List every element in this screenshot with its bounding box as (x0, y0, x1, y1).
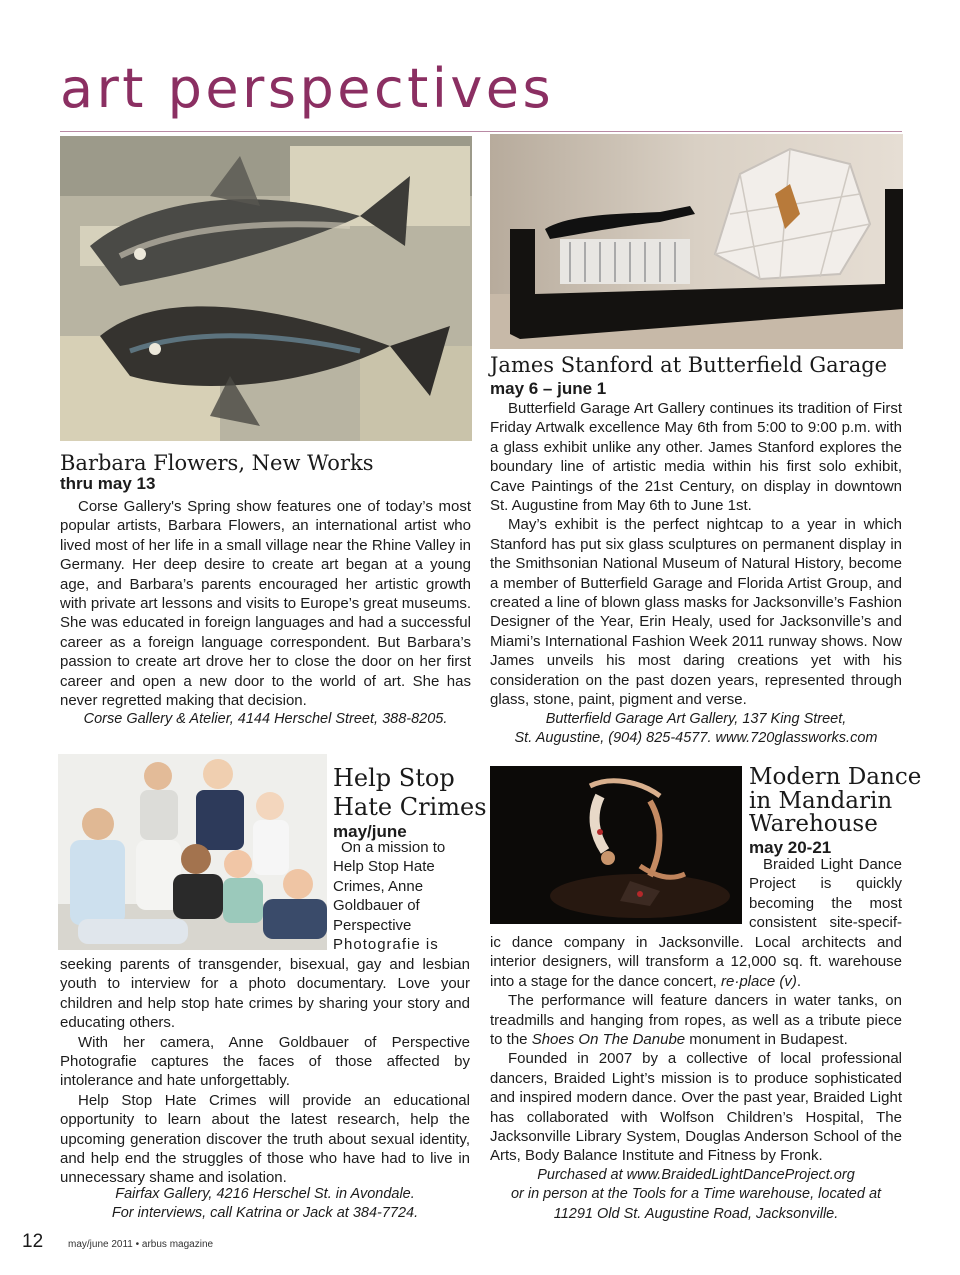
hate-intro-rest: seeking parents of transgender, bisexual, gay and lesbian youth to interview for a photo documentary. Love your children and help stop hate crimes by sharing your story and educating others. (60, 956, 470, 1032)
section-title: art perspectives (60, 57, 555, 120)
dance-intro (749, 855, 902, 933)
barbara-date: thru may 13 (60, 474, 156, 493)
dance-intro-rest: ic dance company in Jacksonville. Local architects and interior designers, will transform a 12,000 sq. ft. warehouse into a stage for the dance concert, re·place (v). (490, 934, 902, 990)
dance-credit-line-2: or in person at the Tools for a Time warehouse, located at (510, 1186, 882, 1203)
group-photo-image (58, 754, 327, 950)
hate-paragraph-3: Help Stop Hate Crimes will provide an educational opportunity to learn about the latest research, help the upcoming generation discover the truth about sexual identity, and help end the struggles of those who have had to live in unnecessary shame and isolation. (60, 1091, 470, 1187)
dance-intro-line: becoming the most (749, 894, 902, 912)
dance-date: may 20-21 (749, 838, 832, 857)
danube-italic: Shoes On The Danube (531, 1031, 686, 1049)
glass-sculpture-image (490, 134, 903, 349)
hate-credit-line-2: For interviews, call Katrina or Jack at 384-7724. (111, 1205, 419, 1222)
barbara-credit: Corse Gallery & Atelier, 4144 Herschel Street, 388-8205. (83, 711, 448, 727)
james-title: James Stanford at Butterfield Garage (490, 353, 888, 377)
james-credit (490, 710, 902, 749)
dance-paragraph-3: Founded in 2007 by a collective of local professional dancers, Braided Light’s mission is to produce sophisticated and inspired modern dance. Over the past year, Braided Light has collaborated with Wolfson Children’s Hospital, The Jacksonville Library System, Douglas Anderson School of the Arts, Body Balance Institute and Fitness by Fronk. (490, 1050, 902, 1165)
hate-title-line-2: Hate Crimes (333, 793, 487, 821)
james-paragraph-1: Butterfield Garage Art Gallery continues its tradition of First Friday Artwalk excellence May 6th from 5:00 to 9:00 p.m. with a glass exhibit unlike any other. James Stanford explores the boundary line of artistic media within his first solo exhibit, Cave Paintings of the 21st Century, on display in downtown St. Augustine from May 6th to June 1st. (490, 400, 902, 515)
page-number: 12 (22, 1231, 44, 1252)
dance-intro-line: consistent site-specif- (749, 914, 902, 932)
dance-credit-line-3: 11291 Old St. Augustine Road, Jacksonville. (553, 1205, 839, 1222)
hate-title-line-1: Help Stop (333, 764, 455, 792)
james-body (490, 399, 902, 710)
hate-intro-line: Goldbauer of (333, 897, 420, 915)
dance-body (490, 933, 902, 1166)
dance-credit-line-1: Purchased at www.BraidedLightDanceProject.org (537, 1167, 855, 1183)
dance-credit (490, 1166, 902, 1224)
dance-paragraph-2: The performance will feature dancers in water tanks, on treadmills and hanging from ropes, as well as a tribute piece to the Shoes On The Danube monument in Budapest. (490, 992, 902, 1049)
title-rule (60, 131, 902, 132)
dance-title (749, 766, 921, 837)
hate-intro-line: Perspective (333, 916, 412, 934)
dance-title-line-1: Modern Dance (749, 764, 922, 790)
james-credit-line-2: St. Augustine, (904) 825-4577. www.720glassworks.com (514, 730, 878, 747)
hate-body (60, 955, 470, 1188)
james-paragraph-2: May’s exhibit is the perfect nightcap to a year in which Stanford has put six glass sculptures on permanent display in the Smithsonian National Museum of Natural History, become a member of Butterfield Garage and Florida Artist Group, and created a line of blown glass masks for Jacksonville’s Fashion Designer of the Year, Erin Healy, used for Jacksonville’s and Miami’s International Fashion Week 2011 runway shows. Now James unveils his most daring creations yet with his consideration on the past dozen years, represented through glass, stone, paint, pigment and verse. (490, 516, 902, 709)
dance-intro-line: Project is quickly (749, 875, 902, 893)
barbara-title: Barbara Flowers, New Works (60, 451, 374, 475)
hate-intro-line: Photografie is (333, 936, 439, 954)
hate-intro-line: Help Stop Hate (333, 858, 435, 876)
hate-date: may/june (333, 822, 407, 841)
hate-intro (333, 838, 469, 954)
barbara-body (60, 497, 471, 710)
hate-credit (60, 1185, 470, 1224)
dance-title-line-2: in Mandarin (749, 787, 893, 814)
dance-intro-line: Braided Light Dance (763, 856, 902, 873)
dance-title-italic: re·place (v) (720, 972, 797, 990)
dance-photo-image (490, 766, 742, 924)
hate-intro-line: On a mission to (341, 839, 446, 856)
hate-paragraph-2: With her camera, Anne Goldbauer of Perspective Photografie captures the faces of those affected by intolerance and hate unforgettably. (60, 1033, 470, 1090)
painting-image (60, 136, 472, 441)
hate-credit-line-1: Fairfax Gallery, 4216 Herschel St. in Avondale. (115, 1186, 415, 1202)
barbara-paragraph: Corse Gallery's Spring show features one of today’s most popular artists, Barbara Flowers, an international artist who lived most of her life in a small village near the Rhine Valley in Germany. Her deep desire to create art began at a young age, and Barbara’s parents encouraged her artistic growth with private art lessons and visits to Europe’s great museums. She was educated in foreign languages and had a successful career as a foreign language correspondent. But Barbara’s passion to create art drove her to close the door on her first career and open a new door to the world of art. She has never regretted making that decision. (60, 498, 471, 710)
hate-title (333, 764, 487, 822)
dance-title-line-3: Warehouse (749, 811, 878, 837)
james-credit-line-1: Butterfield Garage Art Gallery, 137 King Street, (545, 711, 847, 727)
james-date: may 6 – june 1 (490, 379, 607, 398)
footer-publication: may/june 2011 • arbus magazine (68, 1239, 214, 1250)
hate-intro-line: Crimes, Anne (333, 877, 424, 895)
